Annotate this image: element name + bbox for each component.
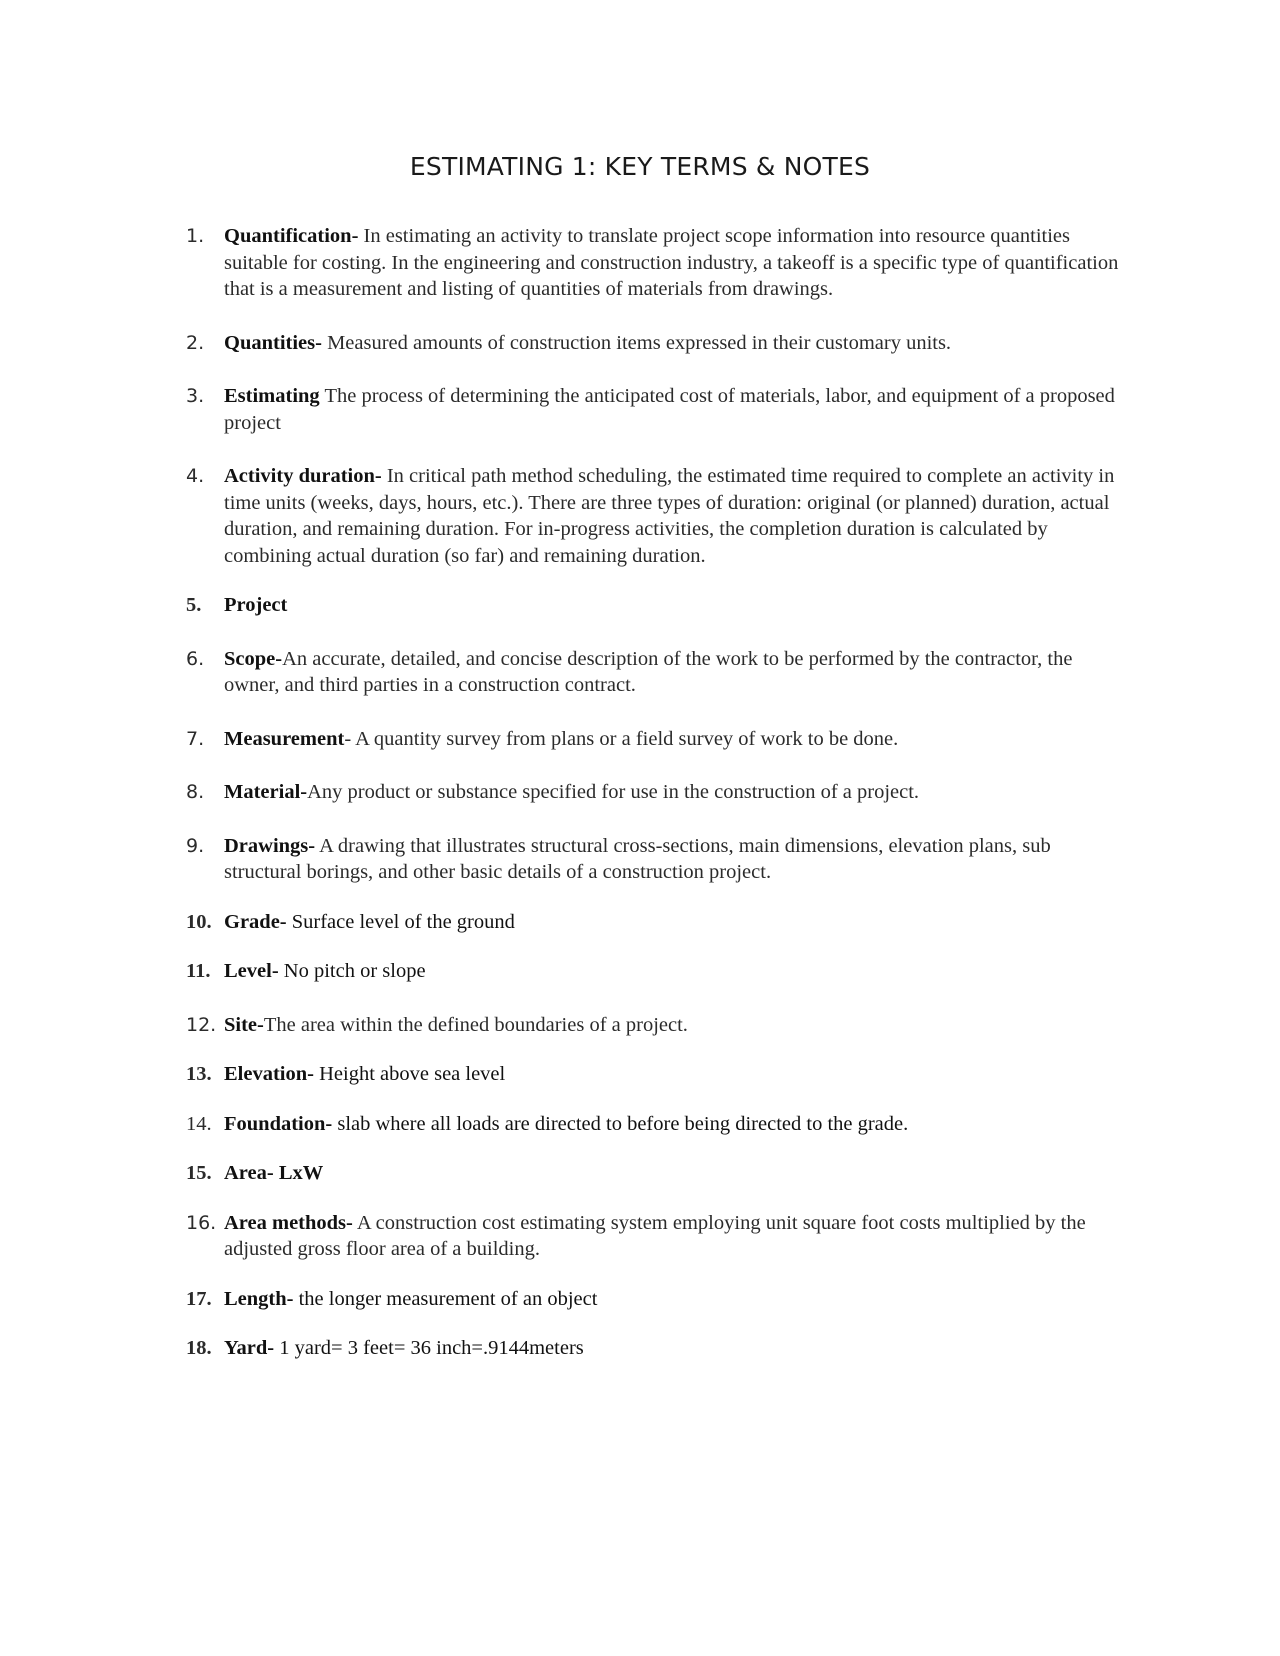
term-definition: The process of determining the anticipated cost of materials, labor, and equipment of a proposed project bbox=[224, 385, 1115, 434]
term-item-grade bbox=[186, 909, 1126, 936]
term-definition: the longer measurement of an object bbox=[293, 1287, 598, 1310]
term-number: 15. bbox=[186, 1162, 212, 1184]
term-number: 12. bbox=[186, 1013, 217, 1036]
term-definition: Surface level of the ground bbox=[286, 910, 515, 933]
term-item-estimating bbox=[186, 383, 1126, 436]
term-name: Drawings- bbox=[224, 834, 316, 857]
term-item-yard bbox=[186, 1335, 1126, 1362]
term-number: 14. bbox=[186, 1112, 212, 1135]
term-number: 10. bbox=[186, 910, 212, 933]
term-number: 3. bbox=[186, 385, 205, 407]
term-name: Foundation- bbox=[224, 1112, 333, 1135]
term-definition: Measured amounts of construction items expressed in their customary units. bbox=[321, 331, 952, 354]
term-item-activity-duration bbox=[186, 463, 1126, 569]
term-item-length bbox=[186, 1286, 1126, 1313]
term-name: Area- LxW bbox=[224, 1162, 324, 1184]
term-name: Quantities- bbox=[224, 331, 322, 354]
term-number: 5. bbox=[186, 594, 202, 616]
term-name: Material- bbox=[224, 781, 308, 803]
term-item-material bbox=[186, 779, 1126, 806]
term-name: Grade- bbox=[224, 910, 287, 933]
term-item-quantification bbox=[186, 223, 1126, 303]
term-name: Area methods- bbox=[224, 1211, 353, 1234]
term-number: 2. bbox=[186, 331, 205, 354]
term-name: Measurement bbox=[224, 727, 345, 750]
term-name: Scope- bbox=[224, 647, 283, 670]
term-number: 7. bbox=[186, 727, 205, 750]
term-number: 9. bbox=[186, 834, 205, 857]
term-number: 16. bbox=[186, 1211, 217, 1234]
term-item-measurement bbox=[186, 726, 1126, 753]
term-item-drawings bbox=[186, 833, 1126, 886]
term-item-level bbox=[186, 958, 1126, 985]
term-number: 11. bbox=[186, 960, 211, 982]
term-name: Estimating bbox=[224, 385, 320, 407]
term-definition: A drawing that illustrates structural cross-sections, main dimensions, elevation plans, sub structural borings, and other basic details of a construction project. bbox=[224, 834, 1051, 883]
term-item-site bbox=[186, 1012, 1126, 1039]
term-name: Quantification- bbox=[224, 225, 359, 247]
term-number: 8. bbox=[186, 781, 205, 803]
term-name: Yard- bbox=[224, 1337, 275, 1359]
term-item-area bbox=[186, 1160, 1126, 1187]
term-definition: An accurate, detailed, and concise description of the work to be performed by the contractor, the owner, and third parties in a construction contract. bbox=[224, 647, 1073, 696]
term-definition: In critical path method scheduling, the estimated time required to complete an activity in time units (weeks, days, hours, etc.). There are three types of duration: original (or planned) duration, actual duration, and remaining duration. For in-progress activities, the completion duration is calculated by combining actual duration (so far) and remaining duration. bbox=[224, 465, 1115, 567]
term-definition: A construction cost estimating system employing unit square foot costs multiplied by the adjusted gross floor area of a building. bbox=[224, 1211, 1086, 1260]
term-name: Level- bbox=[224, 960, 279, 982]
term-definition: In estimating an activity to translate project scope information into resource quantities suitable for costing. In the engineering and construction industry, a takeoff is a specific type of quantification that is a measurement and listing of quantities of materials from drawings. bbox=[224, 225, 1119, 300]
term-number: 4. bbox=[186, 465, 205, 487]
term-number: 13. bbox=[186, 1063, 212, 1085]
terms-list bbox=[186, 223, 1126, 1389]
term-number: 6. bbox=[186, 647, 205, 670]
term-definition: No pitch or slope bbox=[278, 960, 426, 982]
term-name: Elevation- bbox=[224, 1063, 314, 1085]
term-definition: Height above sea level bbox=[313, 1063, 506, 1085]
term-item-project bbox=[186, 592, 1126, 619]
term-item-quantities bbox=[186, 330, 1126, 357]
term-item-scope bbox=[186, 646, 1126, 699]
term-name: Length- bbox=[224, 1287, 294, 1310]
term-definition: Any product or substance specified for use in the construction of a project. bbox=[307, 781, 920, 803]
term-item-foundation bbox=[186, 1111, 1126, 1138]
term-name: Project bbox=[224, 594, 288, 616]
term-number: 1. bbox=[186, 225, 205, 247]
term-item-elevation bbox=[186, 1061, 1126, 1088]
term-definition: The area within the defined boundaries of a project. bbox=[263, 1013, 688, 1036]
term-name: Activity duration- bbox=[224, 465, 382, 487]
term-name: Site- bbox=[224, 1013, 264, 1036]
term-definition: - A quantity survey from plans or a field survey of work to be done. bbox=[344, 727, 899, 750]
term-definition: 1 yard= 3 feet= 36 inch=.9144meters bbox=[274, 1337, 584, 1359]
term-definition: slab where all loads are directed to before being directed to the grade. bbox=[332, 1112, 909, 1135]
term-number: 18. bbox=[186, 1337, 212, 1359]
term-number: 17. bbox=[186, 1287, 212, 1310]
page-title: ESTIMATING 1: KEY TERMS & NOTES bbox=[409, 152, 871, 181]
term-item-area-methods bbox=[186, 1210, 1126, 1263]
